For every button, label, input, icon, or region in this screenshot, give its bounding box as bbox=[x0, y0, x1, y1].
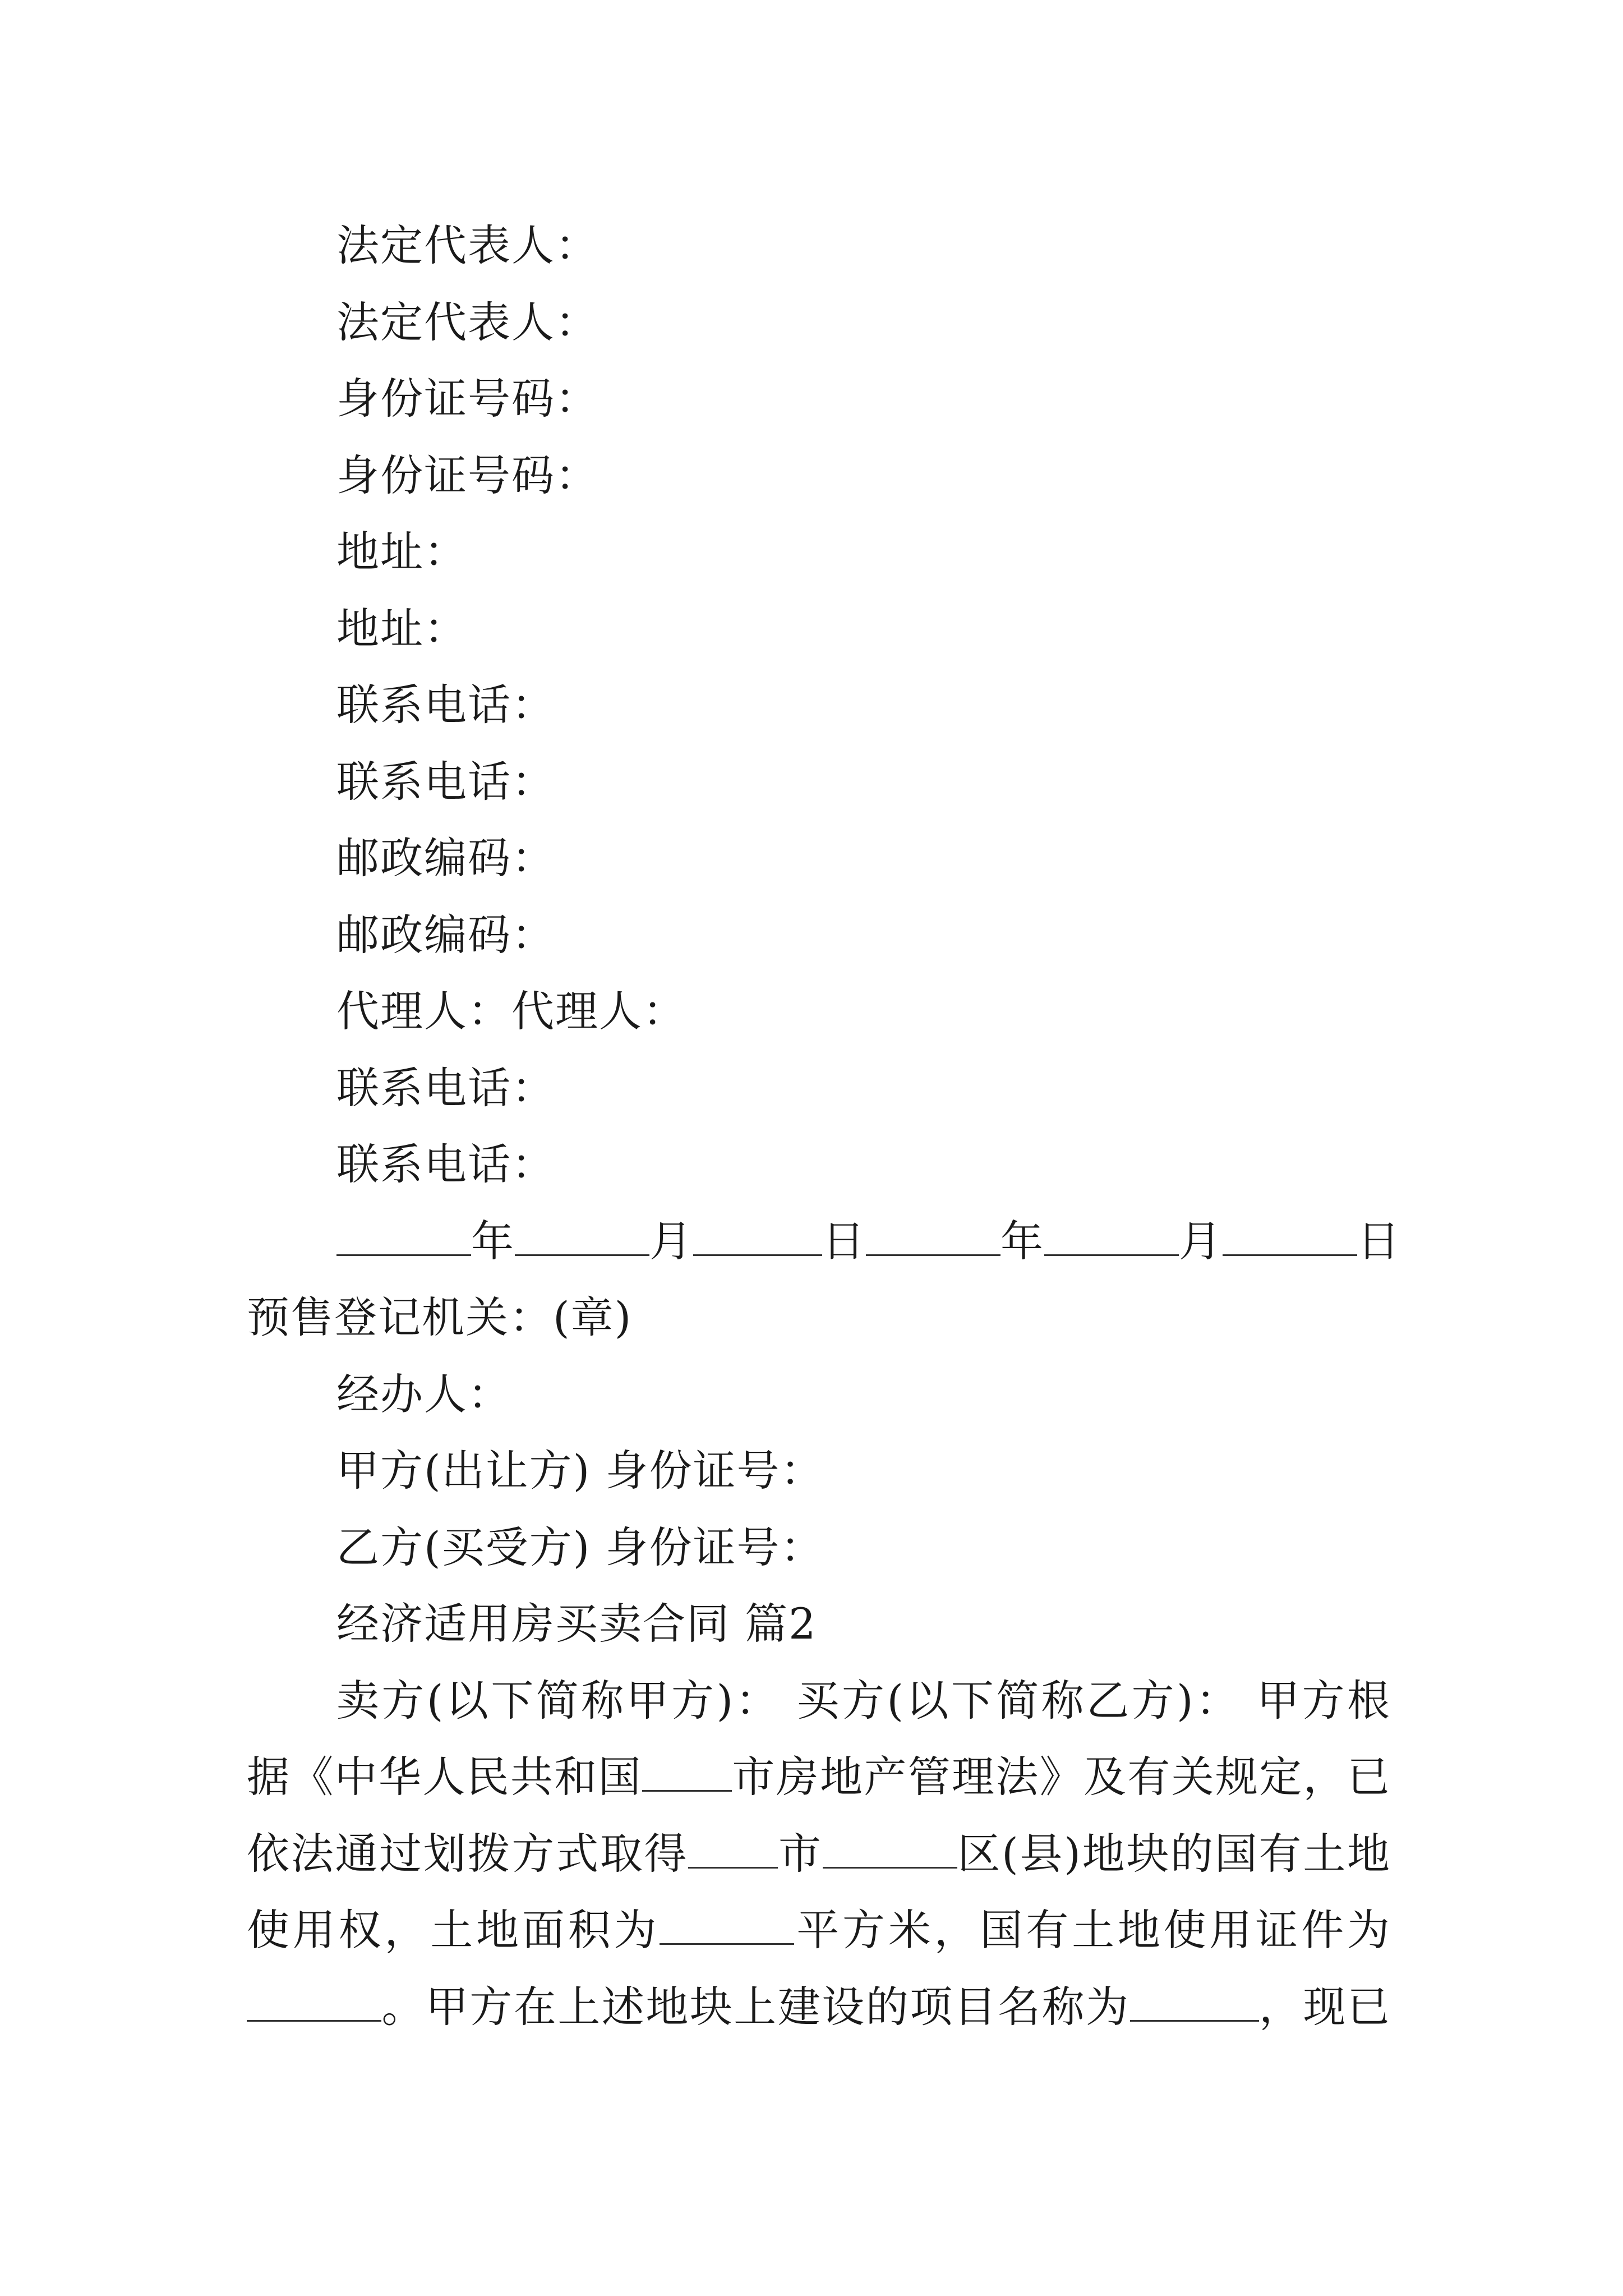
paragraph-line bbox=[247, 1892, 1391, 1969]
paragraph-text: 区(县)地块的国有土地 bbox=[957, 1828, 1391, 1879]
paragraph-line bbox=[247, 1739, 1391, 1816]
blank-line bbox=[1130, 1981, 1259, 2021]
paragraph-text: 市房地产管理法》及有关规定，已 bbox=[732, 1752, 1391, 1802]
blank-line bbox=[1044, 1216, 1179, 1255]
paragraph-text: 平方米，国有土地使用证件为 bbox=[794, 1905, 1391, 1955]
date-line bbox=[247, 1203, 1401, 1280]
paragraph-text: ，现已 bbox=[1258, 1981, 1391, 2032]
blank-line bbox=[1223, 1216, 1357, 1255]
date-day-label: 日 bbox=[1357, 1216, 1401, 1266]
blank-line bbox=[866, 1216, 1000, 1255]
paragraph-line: 卖方(以下简称甲方)： 买方(以下简称乙方)： 甲方根 bbox=[336, 1675, 1391, 1726]
blank-line bbox=[336, 1216, 471, 1255]
text-line: 邮政编码： bbox=[336, 909, 555, 960]
blank-line bbox=[515, 1216, 649, 1255]
paragraph-text: 据《中华人民共和国 bbox=[247, 1752, 642, 1802]
blank-line bbox=[660, 1905, 794, 1945]
contract-text bbox=[247, 208, 1401, 2045]
text-line: 法定代表人： bbox=[336, 297, 599, 347]
paragraph-line bbox=[247, 1969, 1391, 2046]
text-line: 联系电话： bbox=[336, 756, 555, 807]
text-line: 地址： bbox=[336, 527, 468, 577]
text-line: 地址： bbox=[336, 603, 468, 654]
text-line: 联系电话： bbox=[336, 1139, 555, 1189]
date-year-label: 年 bbox=[471, 1216, 515, 1266]
text-line: 联系电话： bbox=[336, 1062, 555, 1113]
text-line: 身份证号码： bbox=[336, 450, 599, 500]
blank-line bbox=[247, 1981, 381, 2021]
text-line: 经办人： bbox=[336, 1369, 511, 1419]
paragraph-text: 依法通过划拨方式取得 bbox=[247, 1828, 689, 1879]
blank-line bbox=[693, 1216, 822, 1255]
paragraph-line bbox=[247, 1816, 1391, 1893]
text-line: 法定代表人： bbox=[336, 220, 599, 270]
paragraph-text: 。甲方在上述地块上建设的项目名称为 bbox=[381, 1981, 1130, 2032]
text-line: 身份证号码： bbox=[336, 374, 599, 424]
blank-line bbox=[823, 1828, 957, 1868]
section-heading: 经济适用房买卖合同 篇2 bbox=[336, 1599, 817, 1649]
text-line: 联系电话： bbox=[336, 680, 555, 730]
paragraph-text: 市 bbox=[778, 1828, 823, 1879]
paragraph-text: 使用权，土地面积为 bbox=[247, 1905, 660, 1955]
text-line: 邮政编码： bbox=[336, 833, 555, 883]
presale-authority-line: 预售登记机关：(章) bbox=[247, 1292, 633, 1342]
text-line: 甲方(出让方) 身份证号： bbox=[336, 1446, 824, 1496]
text-line: 乙方(买受方) 身份证号： bbox=[336, 1522, 824, 1572]
blank-line bbox=[642, 1752, 732, 1792]
date-day-label: 日 bbox=[822, 1216, 866, 1266]
date-month-label: 月 bbox=[649, 1216, 693, 1266]
date-month-label: 月 bbox=[1179, 1216, 1223, 1266]
text-line: 代理人：代理人： bbox=[336, 986, 686, 1036]
blank-line bbox=[688, 1828, 778, 1868]
date-year-label: 年 bbox=[1000, 1216, 1044, 1266]
